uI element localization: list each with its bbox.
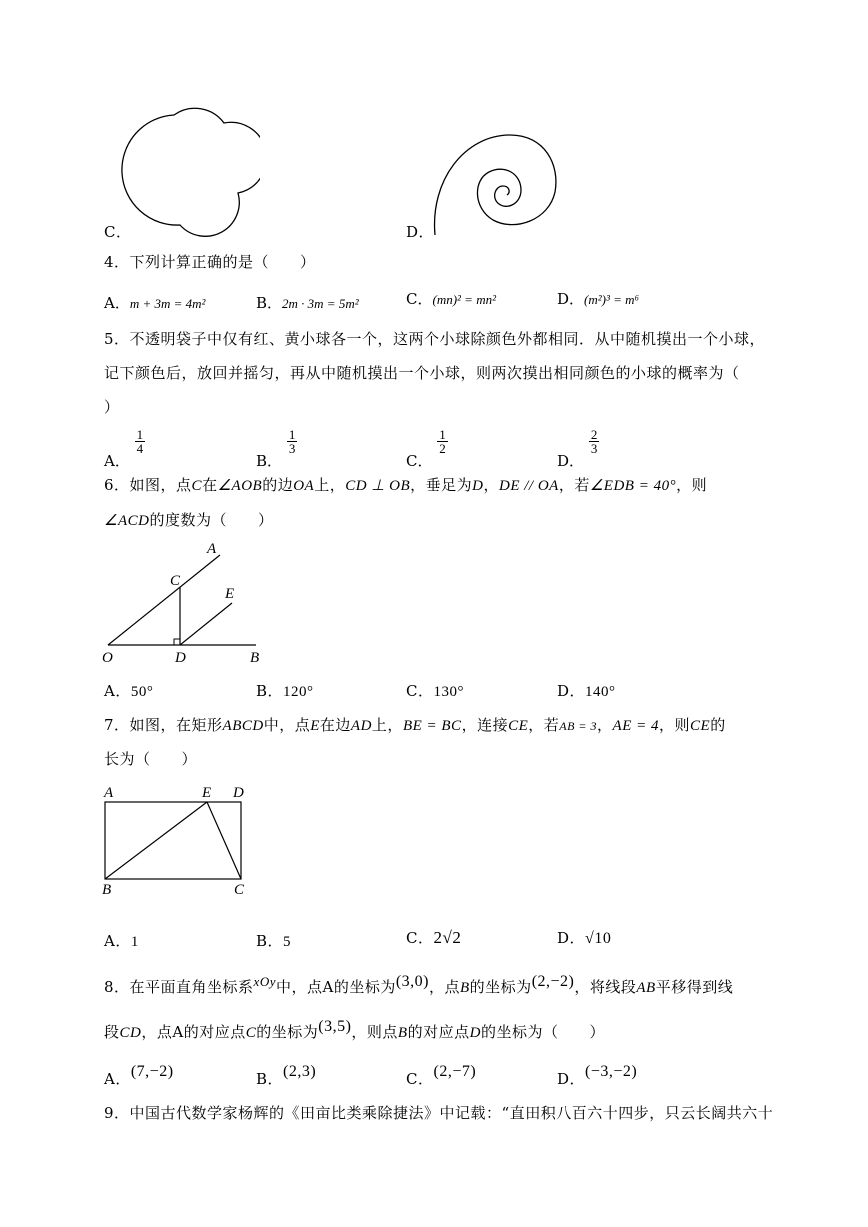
q8-stem-line1 <box>104 973 734 997</box>
q3-option-c-label: C． <box>104 223 132 241</box>
text: ， <box>597 716 613 734</box>
q5-stem-line2: 记下颜色后，放回并摇匀，再从中随机摸出一个小球，则两次摸出相同颜色的小球的概率为（ <box>104 364 740 382</box>
q6-option-c[interactable] <box>406 680 464 701</box>
math: (2,−2) <box>531 973 575 990</box>
option-label: A． <box>104 294 130 312</box>
denominator: 4 <box>136 441 144 456</box>
option-label: D． <box>557 290 585 308</box>
text: ，将线段 <box>574 978 637 996</box>
math: CD ⊥ OB <box>345 478 411 494</box>
q4-option-d[interactable] <box>557 288 639 309</box>
math: DE // OA <box>499 478 559 494</box>
text: ，则 <box>676 476 708 494</box>
option-value: (7,−2) <box>130 1063 174 1080</box>
option-label: D． <box>557 451 585 470</box>
q7-figure <box>98 780 258 900</box>
math: CD <box>119 1025 142 1041</box>
label-b: B <box>250 650 260 666</box>
text: 的坐标为 <box>469 978 532 996</box>
text: ，垂足为 <box>410 476 473 494</box>
text: ， <box>483 476 499 494</box>
text: 7．如图，在矩形 <box>104 716 223 734</box>
fraction <box>135 428 146 455</box>
label-e: E <box>225 586 235 602</box>
text: ，点 <box>428 978 460 996</box>
math: ABCD <box>222 718 264 734</box>
option-label: A． <box>104 1070 131 1088</box>
q8-stem-line2 <box>104 1018 605 1042</box>
numerator: 1 <box>288 427 296 442</box>
q7-option-c[interactable] <box>406 927 461 948</box>
q9-stem: 9．中国古代数学家杨辉的《田亩比类乘除捷法》中记载：“直田积八百六十四步，只云长阔共六十 <box>104 1104 774 1122</box>
q3-figure-c-trefoil <box>120 95 260 240</box>
q5-option-a[interactable] <box>104 427 145 470</box>
text: 中，点 <box>263 716 311 734</box>
option-value: 140° <box>585 684 616 700</box>
text: 的度数为（ ） <box>149 511 274 529</box>
fraction <box>437 428 448 455</box>
text: ，点A的对应点 <box>141 1023 246 1041</box>
option-value: 5 <box>283 934 292 950</box>
q4-option-a[interactable] <box>104 292 205 313</box>
math: D <box>472 478 484 494</box>
q7-option-d[interactable] <box>557 927 611 948</box>
label-b: B <box>102 882 112 898</box>
q3-option-d-label: D． <box>406 223 435 241</box>
option-label: B． <box>256 932 284 950</box>
text: 的边 <box>262 476 294 494</box>
math: BE = BC <box>402 718 462 734</box>
q8-option-c[interactable] <box>406 1060 477 1088</box>
text: ，连接 <box>461 716 509 734</box>
math: (3,0) <box>395 973 429 990</box>
text: 中，点A的坐标为 <box>275 978 396 996</box>
fraction <box>589 428 600 455</box>
text: 的对应点 <box>407 1023 470 1041</box>
q6-figure <box>100 538 270 668</box>
label-o: O <box>102 650 113 666</box>
text: 段 <box>104 1023 120 1041</box>
text: ，则 <box>659 716 691 734</box>
math: B <box>397 1025 408 1041</box>
option-expr: 2m · 3m = 5m² <box>282 296 359 311</box>
option-label: D． <box>557 682 586 700</box>
q6-option-b[interactable] <box>256 680 314 701</box>
text: 在边 <box>319 716 351 734</box>
q8-option-b[interactable] <box>256 1060 317 1088</box>
option-label: D． <box>557 929 586 947</box>
option-label: A． <box>104 682 131 700</box>
math: AD <box>350 718 372 734</box>
q5-stem-line1: 5．不透明袋子中仅有红、黄小球各一个，这两个小球除颜色外都相同．从中随机摸出一个小球， <box>104 330 766 348</box>
text: 的坐标为（ ） <box>480 1023 605 1041</box>
math: CE <box>690 718 711 734</box>
fraction <box>287 428 298 455</box>
math: xOy <box>253 974 276 989</box>
option-label: B． <box>256 1070 284 1088</box>
text: 在 <box>202 476 218 494</box>
q6-stem-line1 <box>104 474 707 495</box>
denominator: 2 <box>439 441 446 456</box>
option-label: C． <box>406 1070 434 1088</box>
math: B <box>460 980 470 996</box>
denominator: 3 <box>288 441 296 456</box>
option-expr: (mn)² = mn² <box>432 292 496 307</box>
q4-stem: 4．下列计算正确的是（ ） <box>104 253 316 271</box>
option-label: C． <box>406 682 434 700</box>
q8-option-a[interactable] <box>104 1060 174 1088</box>
q6-option-a[interactable] <box>104 680 153 701</box>
option-label: A． <box>104 932 131 950</box>
option-value: 1 <box>130 934 139 950</box>
label-e: E <box>202 785 212 801</box>
label-a: A <box>207 541 217 557</box>
option-value: (−3,−2) <box>585 1063 638 1080</box>
option-value: 130° <box>433 684 464 700</box>
numerator: 1 <box>439 427 446 442</box>
option-value: (2,−7) <box>433 1063 477 1080</box>
math: E <box>310 718 320 734</box>
text: ，若 <box>528 716 560 734</box>
math: D <box>469 1025 481 1041</box>
q4-option-b[interactable] <box>256 292 359 313</box>
text: 上， <box>371 716 403 734</box>
q4-option-c[interactable] <box>406 288 496 309</box>
option-label: C． <box>406 929 434 947</box>
math: ∠AOB <box>217 478 263 494</box>
q7-option-b[interactable] <box>256 930 291 951</box>
label-c: C <box>170 573 181 589</box>
label-d: D <box>175 650 186 666</box>
q6-option-d[interactable] <box>557 680 616 701</box>
option-label: B． <box>256 682 284 700</box>
q7-stem-line2: 长为（ ） <box>104 750 198 768</box>
q3-figure-d-spiral <box>425 120 565 240</box>
math: C <box>191 478 203 494</box>
math: AB = 3 <box>559 719 598 733</box>
option-label: A． <box>104 451 130 470</box>
q5-option-d[interactable] <box>557 427 599 470</box>
denominator: 3 <box>590 441 598 456</box>
label-d: D <box>233 785 244 801</box>
math: ∠ACD <box>104 513 150 529</box>
q7-stem-line1 <box>104 714 726 735</box>
option-value: 2√2 <box>433 928 462 947</box>
math: AB <box>636 980 656 996</box>
option-label: D． <box>557 1070 586 1088</box>
option-label: C． <box>406 451 433 470</box>
numerator: 2 <box>590 427 598 442</box>
label-a: A <box>104 785 114 801</box>
math: AE = 4 <box>612 718 659 734</box>
q7-option-a[interactable] <box>104 930 139 951</box>
math: ∠EDB = 40° <box>589 478 677 494</box>
option-value: (2,3) <box>283 1063 317 1080</box>
q5-option-c[interactable] <box>406 427 448 470</box>
numerator: 1 <box>136 427 144 442</box>
option-value: √10 <box>585 930 612 947</box>
text: 6．如图，点 <box>104 476 192 494</box>
text: ，则点 <box>351 1023 398 1041</box>
q5-option-b[interactable] <box>256 427 297 470</box>
option-label: B． <box>256 294 283 312</box>
option-label: C． <box>406 290 433 308</box>
q5-stem-line3: ） <box>104 398 120 416</box>
option-label: B． <box>256 451 283 470</box>
q8-option-d[interactable] <box>557 1060 638 1088</box>
option-value: 120° <box>283 684 314 700</box>
text: 平移得到线 <box>655 978 734 996</box>
math: OA <box>293 478 315 494</box>
math: C <box>245 1025 257 1041</box>
text: 8．在平面直角坐标系 <box>104 978 254 996</box>
text: ，若 <box>558 476 590 494</box>
math: (3,5) <box>318 1018 352 1035</box>
math: CE <box>508 718 529 734</box>
text: 的 <box>710 716 726 734</box>
text: 上， <box>314 476 346 494</box>
option-expr: m + 3m = 4m² <box>129 296 206 311</box>
option-expr: (m²)³ = m⁶ <box>584 292 640 307</box>
option-value: 50° <box>130 684 154 700</box>
q6-stem-line2 <box>104 509 273 530</box>
text: 的坐标为 <box>256 1023 319 1041</box>
label-c: C <box>234 882 245 898</box>
